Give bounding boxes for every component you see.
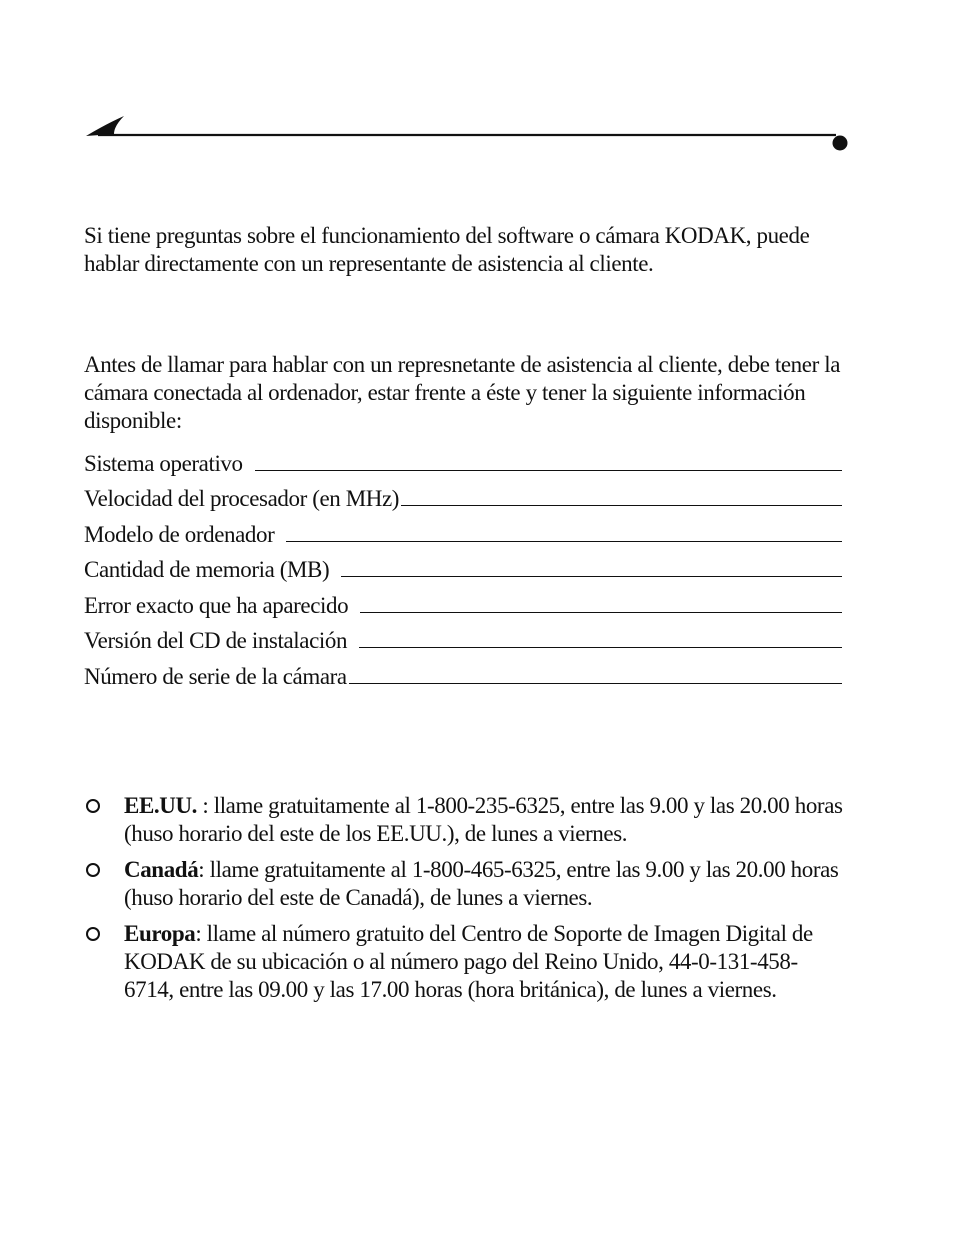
contact-detail: : llame al número gratuito del Centro de Soporte de Imagen Digital de KODAK de su ubicación o al número pago del Reino Unido, 44-0-131-458-6714, entre las 09.00 y las 17.00 horas (hora británica), de lunes a viernes. [124,921,813,1002]
form-row-serial-number [84,656,842,692]
contact-region: EE.UU. [124,793,198,818]
form-row-memory [84,550,842,586]
form-label: Sistema operativo [84,450,243,476]
info-form-list [84,443,842,692]
form-blank-line [286,541,842,542]
form-label: Error exacto que ha aparecido [84,592,349,618]
contact-item-europe [84,920,844,1004]
form-blank-line [349,683,842,684]
contact-item-usa [84,792,844,848]
form-label: Versión del CD de instalación [84,628,348,653]
form-label: Velocidad del procesador (en MHz) [84,486,400,511]
bullet-circle-icon [86,863,100,877]
contact-region: Europa [124,921,196,946]
form-label: Número de serie de la cámara [84,663,347,689]
contact-detail: : llame gratuitamente al 1-800-235-6325, entre las 9.00 y las 20.00 horas (huso horario del este de los EE.UU.), de lunes a viernes. [124,793,843,846]
form-row-os [84,443,842,479]
form-blank-line [360,612,842,613]
contact-list [84,792,844,1012]
form-blank-line [359,647,842,648]
form-blank-line [341,576,842,577]
header-rule-decoration [84,112,854,156]
contact-region: Canadá [124,857,199,882]
form-label: Modelo de ordenador [84,521,275,547]
form-row-cpu-speed [84,479,842,515]
form-row-cd-version [84,621,842,657]
before-call-paragraph: Antes de llamar para hablar con un represnetante de asistencia al cliente, debe tener la cámara conectada al ordenador, estar frente a éste y tener la siguiente información disponible: [84,352,840,433]
bullet-circle-icon [86,799,100,813]
bullet-circle-icon [86,927,100,941]
form-row-error [84,585,842,621]
form-label: Cantidad de memoria (MB) [84,557,330,582]
form-blank-line [255,470,842,471]
contact-detail: : llame gratuitamente al 1-800-465-6325, entre las 9.00 y las 20.00 horas (huso horario del este de Canadá), de lunes a viernes. [124,857,839,910]
form-blank-line [401,505,842,506]
intro-paragraph: Si tiene preguntas sobre el funcionamiento del software o cámara KODAK, puede hablar directamente con un representante de asistencia al cliente. [84,223,810,276]
form-row-computer-model [84,514,842,550]
contact-item-canada [84,856,844,912]
